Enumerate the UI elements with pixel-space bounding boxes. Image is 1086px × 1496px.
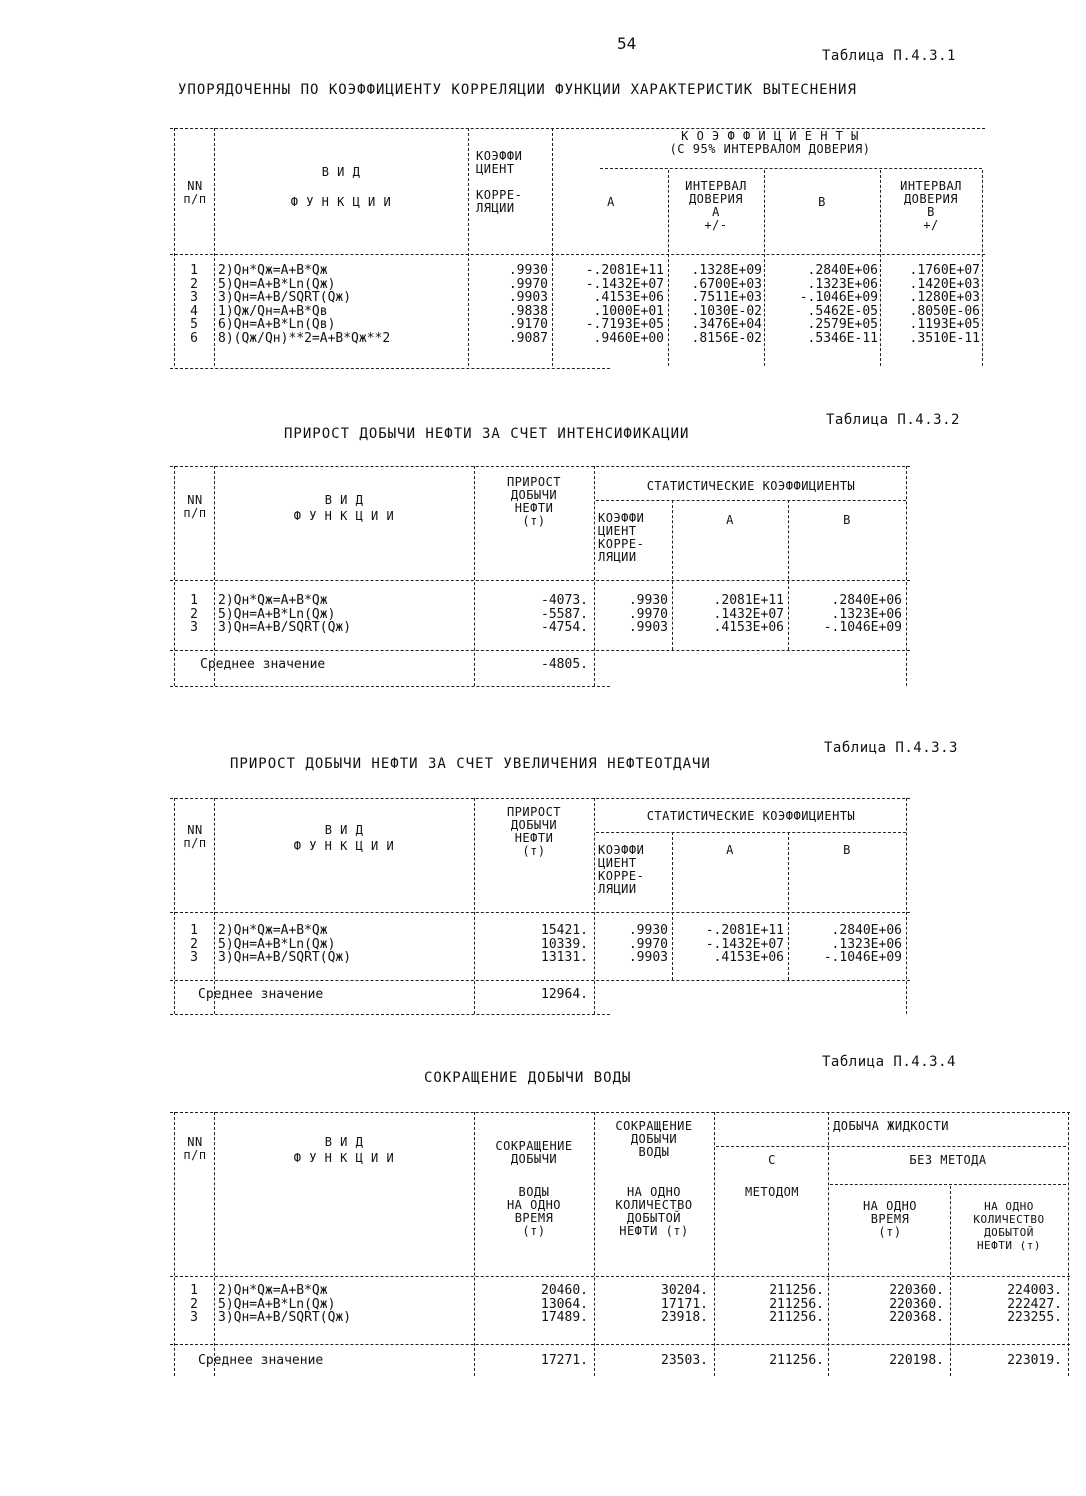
- t4-col-bez-1: 220360. 220360. 220368.: [889, 1283, 944, 1325]
- t4-average-bez-2: 223019.: [1007, 1353, 1062, 1368]
- t3-col-func: 2)Qн*Qж=A+B*Qж 5)Qн=A+B*Ln(Qж) 3)Qн=A+B/SQRT(Qж): [218, 923, 352, 965]
- t1-header-group: К О Э Ф Ф И Ц И Е Н Т Ы (С 95% ИНТЕРВАЛОМ ДОВЕРИЯ): [669, 129, 871, 156]
- t4-header-sokr-2-sub: НА ОДНО КОЛИЧЕСТВО ДОБЫТОЙ НЕФТИ (т): [615, 1185, 693, 1238]
- t2-header-vid: В И Д: [324, 493, 364, 507]
- t4-header-s: С: [768, 1153, 776, 1167]
- t1-col-koef: .9930 .9970 .9903 .9838 .9170 .9087: [508, 263, 548, 346]
- t1-col-interval-a: .1328E+09 .6700E+03 .7511E+03 .1030E-02 .3476E+04 .8156E-02: [691, 263, 762, 346]
- t4-col-func: 2)Qн*Qж=A+B*Qж 5)Qн=A+B*Ln(Qж) 3)Qн=A+B/SQRT(Qж): [218, 1283, 352, 1325]
- t3-col-koef: .9930 .9970 .9903: [628, 923, 668, 965]
- t2-col-nn: 1 2 3: [190, 593, 198, 635]
- page-number: 54: [617, 34, 637, 53]
- t3-col-b: .2840E+06 .1323E+06 -.1046E+09: [823, 923, 902, 965]
- t3-col-nn: 1 2 3: [190, 923, 198, 965]
- t3-header-func: Ф У Н К Ц И И: [293, 839, 395, 853]
- t4-average-sokr-2: 23503.: [661, 1353, 708, 1368]
- t4-average-sokr-1: 17271.: [541, 1353, 588, 1368]
- t3-header-group: СТАТИСТИЧЕСКИЕ КОЭФФИЦИЕНТЫ: [646, 809, 856, 823]
- t2-header-prirost: ПРИРОСТ ДОБЫЧИ НЕФТИ (т): [506, 475, 562, 528]
- t1-header-func: Ф У Н К Ц И И: [290, 195, 392, 209]
- t1-col-nn: 1 2 3 4 5 6: [190, 263, 198, 346]
- t4-col-nn: 1 2 3: [190, 1283, 198, 1325]
- t4-header-dobycha: ДОБЫЧА ЖИДКОСТИ: [833, 1119, 949, 1133]
- t1-col-interval-b: .1760E+07 .1420E+03 .1280E+03 .8050E-06 .1193E+05 .3510E-11: [909, 263, 980, 346]
- t2-average-value: -4805.: [541, 657, 588, 672]
- t4-header-sokr-1: СОКРАЩЕНИЕ ДОБЫЧИ: [495, 1139, 573, 1166]
- t1-col-a: -.2081E+11 -.1432E+07 .4153E+06 .1000E+01 -.7193E+05 .9460E+00: [585, 263, 664, 346]
- t4-col-sokr-2: 30204. 17171. 23918.: [661, 1283, 708, 1325]
- t3-header-nn: NN п/п: [183, 823, 207, 850]
- t3-header-a: А: [726, 843, 734, 857]
- t1-col-b: .2840E+06 .1323E+06 -.1046E+09 .5462E-05 .2579E+05 .5346E-11: [799, 263, 878, 346]
- t2-col-b: .2840E+06 .1323E+06 -.1046E+09: [823, 593, 902, 635]
- t4-average-bez-1: 220198.: [889, 1353, 944, 1368]
- t4-header-s-metodom: МЕТОДОМ: [744, 1185, 800, 1199]
- t2-header-b: В: [843, 513, 851, 527]
- t3-header-koef: КОЭФФИ ЦИЕНТ КОРРЕ- ЛЯЦИИ: [598, 843, 645, 896]
- t1-header-nn: NN п/п: [183, 179, 207, 206]
- table-3-label: Таблица П.4.3.3: [824, 740, 958, 756]
- t4-average-label: Среднее значение: [198, 1353, 324, 1368]
- t1-header-vid: В И Д: [321, 165, 361, 179]
- t4-header-sokr-2: СОКРАЩЕНИЕ ДОБЫЧИ ВОДЫ: [615, 1119, 693, 1159]
- table-2-title: ПРИРОСТ ДОБЫЧИ НЕФТИ ЗА СЧЕТ ИНТЕНСИФИКАЦИИ: [284, 426, 690, 442]
- t1-header-a: А: [607, 195, 615, 209]
- t4-col-sokr-1: 20460. 13064. 17489.: [541, 1283, 588, 1325]
- t3-col-a: -.2081E+11 -.1432E+07 .4153E+06: [705, 923, 784, 965]
- t4-header-sokr-1-sub: ВОДЫ НА ОДНО ВРЕМЯ (т): [506, 1185, 562, 1238]
- t1-col-func: 2)Qн*Qж=A+B*Qж 5)Qн=A+B*Ln(Qж) 3)Qн=A+B/SQRT(Qж) 1)Qж/Qн=A+B*Qв 6)Qн=A+B*Ln(Qв) 8)(Qж/Qн)**2=A+B*Qж**2: [218, 263, 391, 346]
- t4-col-bez-2: 224003. 222427. 223255.: [1007, 1283, 1062, 1325]
- t4-header-bez-2: НА ОДНО КОЛИЧЕСТВО ДОБЫТОЙ НЕФТИ (т): [973, 1200, 1045, 1252]
- t4-col-s-metodom: 211256. 211256. 211256.: [769, 1283, 824, 1325]
- table-2-label: Таблица П.4.3.2: [826, 412, 960, 428]
- t3-header-prirost: ПРИРОСТ ДОБЫЧИ НЕФТИ (т): [506, 805, 562, 858]
- table-3-title: ПРИРОСТ ДОБЫЧИ НЕФТИ ЗА СЧЕТ УВЕЛИЧЕНИЯ НЕФТЕОТДАЧИ: [230, 756, 711, 772]
- t4-header-bez-1: НА ОДНО ВРЕМЯ (т): [862, 1199, 918, 1239]
- t2-col-prirost: -4073. -5587. -4754.: [541, 593, 588, 635]
- t2-header-nn: NN п/п: [183, 493, 207, 520]
- t1-header-b: В: [818, 195, 826, 209]
- t2-average-label: Среднее значение: [200, 657, 326, 672]
- t1-header-koef: КОЭФФИ ЦИЕНТ КОРРЕ- ЛЯЦИИ: [476, 149, 523, 215]
- t2-col-func: 2)Qн*Qж=A+B*Qж 5)Qн=A+B*Ln(Qж) 3)Qн=A+B/SQRT(Qж): [218, 593, 352, 635]
- t4-header-bez-metoda: БЕЗ МЕТОДА: [909, 1153, 987, 1167]
- t2-header-func: Ф У Н К Ц И И: [293, 509, 395, 523]
- t2-col-a: .2081E+11 .1432E+07 .4153E+06: [713, 593, 784, 635]
- table-4-title: СОКРАЩЕНИЕ ДОБЫЧИ ВОДЫ: [424, 1070, 632, 1086]
- t4-header-vid: В И Д: [324, 1135, 364, 1149]
- t3-col-prirost: 15421. 10339. 13131.: [541, 923, 588, 965]
- t2-header-group: СТАТИСТИЧЕСКИЕ КОЭФФИЦИЕНТЫ: [646, 479, 856, 493]
- table-1-label: Таблица П.4.3.1: [822, 48, 956, 64]
- t2-header-koef: КОЭФФИ ЦИЕНТ КОРРЕ- ЛЯЦИИ: [598, 511, 645, 564]
- table-1-bottom-rule: [170, 368, 610, 369]
- t2-col-koef: .9930 .9970 .9903: [628, 593, 668, 635]
- t3-average-label: Среднее значение: [198, 987, 324, 1002]
- table-4-label: Таблица П.4.3.4: [822, 1054, 956, 1070]
- t1-header-interval-a: ИНТЕРВАЛ ДОВЕРИЯ А +/-: [685, 179, 747, 232]
- table-1-title: УПОРЯДОЧЕННЫ ПО КОЭФФИЦИЕНТУ КОРРЕЛЯЦИИ ФУНКЦИИ ХАРАКТЕРИСТИК ВЫТЕСНЕНИЯ: [178, 82, 857, 98]
- table-1-top-rule: [170, 128, 985, 129]
- t2-header-a: А: [726, 513, 734, 527]
- t4-header-func: Ф У Н К Ц И И: [293, 1151, 395, 1165]
- t3-header-b: В: [843, 843, 851, 857]
- t3-header-vid: В И Д: [324, 823, 364, 837]
- t4-header-nn: NN п/п: [183, 1135, 207, 1162]
- t4-average-s-metodom: 211256.: [769, 1353, 824, 1368]
- t1-header-interval-b: ИНТЕРВАЛ ДОВЕРИЯ В +/: [900, 179, 962, 232]
- t3-average-value: 12964.: [541, 987, 588, 1002]
